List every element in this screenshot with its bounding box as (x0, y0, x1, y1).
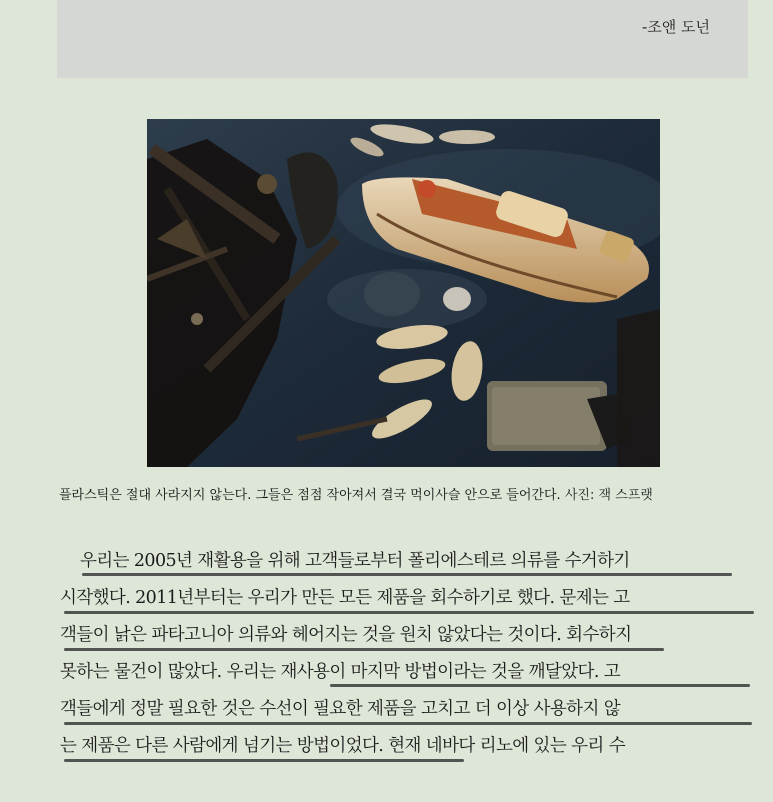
photo (147, 119, 660, 467)
plastic-pollution-photo (147, 119, 660, 467)
underline-mark (330, 684, 750, 687)
paragraph-line (60, 617, 750, 654)
underline-mark (64, 759, 464, 762)
line-text: 우리는 2005년 재활용을 위해 고객들로부터 폴리에스테르 의류를 수거하기 (80, 551, 630, 571)
line-text: 는 제품은 다른 사람에게 넘기는 방법이었다. 현재 네바다 리노에 있는 우리 수 (60, 736, 626, 756)
photo-caption (59, 484, 759, 503)
line-text: 객들에게 정말 필요한 것은 수선이 필요한 제품을 고치고 더 이상 사용하지 않 (60, 699, 621, 719)
photo-credit: 사진: 잭 스프랫 (564, 488, 653, 503)
quote-box (57, 0, 748, 78)
quote-author: -조앤 도넌 (641, 18, 710, 36)
paragraph-line (60, 691, 750, 728)
line-text: 못하는 물건이 많았다. 우리는 재사용이 마지막 방법이라는 것을 깨달았다. 고 (60, 662, 621, 682)
caption-text: 플라스틱은 절대 사라지지 않는다. 그들은 점점 작아져서 결국 먹이사슬 안으로 들어간다. (59, 488, 561, 503)
body-paragraph (60, 543, 750, 765)
paragraph-line (60, 728, 750, 765)
line-text: 시작했다. 2011년부터는 우리가 만든 모든 제품을 회수하기로 했다. 문제는 고 (60, 588, 630, 608)
paragraph-line (60, 543, 750, 580)
line-text: 객들이 낡은 파타고니아 의류와 헤어지는 것을 원치 않았다는 것이다. 회수하지 (60, 625, 632, 645)
underline-mark (64, 648, 664, 651)
underline-mark (64, 611, 754, 614)
underline-mark (82, 573, 732, 576)
underline-mark (64, 722, 752, 725)
paragraph-line (60, 654, 750, 691)
